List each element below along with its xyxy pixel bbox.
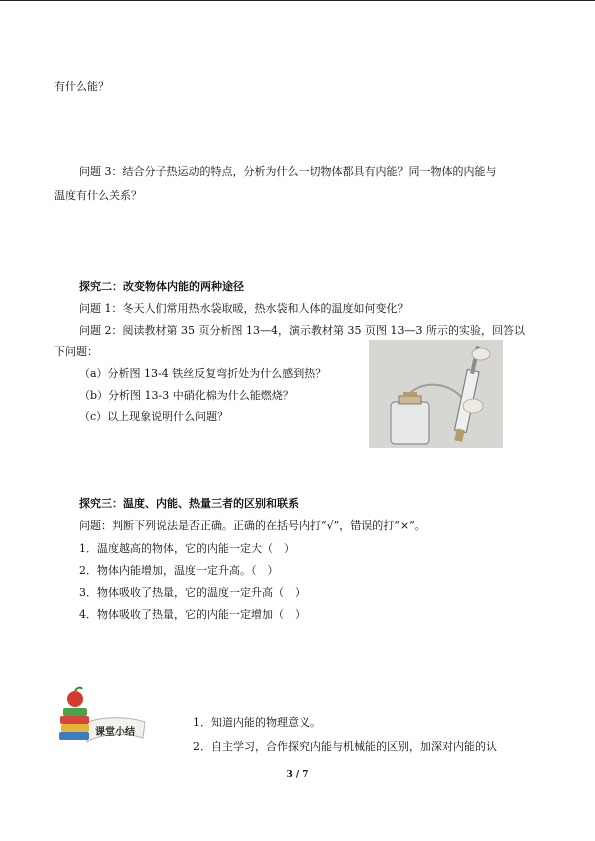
section-2-item-b: （b）分析图 13-3 中硝化棉为什么能燃烧？ — [79, 389, 294, 402]
summary-item-1: 1．知道内能的物理意义。 — [193, 716, 321, 729]
experiment-photo — [369, 340, 503, 448]
section-3-question: 问题：判断下列说法是否正确。正确的在括号内打“√”，错误的打“×”。 — [79, 519, 426, 532]
top-rule — [0, 0, 595, 1]
section-2-question-2-line-1: 问题 2：阅读教材第 35 页分析图 13—4，演示教材第 35 页图 13—3 所示的实验，回答以 — [79, 324, 525, 337]
section-2-item-a: （a）分析图 13-4 铁丝反复弯折处为什么感到热？ — [79, 367, 327, 380]
section-2-item-c: （c）以上现象说明什么问题？ — [79, 410, 229, 423]
section-2-title: 探究二：改变物体内能的两种途径 — [79, 280, 244, 293]
section-3-item-4: 4．物体吸收了热量，它的内能一定增加（ ） — [79, 608, 306, 621]
section-2-question-2-line-2: 下问题： — [54, 345, 98, 358]
text-line: 有什么能？ — [54, 80, 109, 93]
section-3-item-3: 3．物体吸收了热量，它的温度一定升高（ ） — [79, 586, 306, 599]
page-number: 3 / 7 — [286, 770, 309, 780]
section-2-question-1: 问题 1：冬天人们常用热水袋取暖，热水袋和人体的温度如何变化？ — [79, 302, 409, 315]
question-3-line-2: 温度有什么关系？ — [54, 189, 142, 202]
summary-label: 课堂小结 — [95, 727, 135, 738]
section-3-item-1: 1．温度越高的物体，它的内能一定大（ ） — [79, 542, 295, 555]
question-3-line-1: 问题 3：结合分子热运动的特点，分析为什么一切物体都具有内能？同一物体的内能与 — [79, 165, 497, 178]
section-3-title: 探究三：温度、内能、热量三者的区别和联系 — [79, 497, 299, 510]
section-3-item-2: 2．物体内能增加，温度一定升高。（ ） — [79, 564, 279, 577]
summary-item-2: 2．自主学习，合作探究内能与机械能的区别，加深对内能的认 — [193, 740, 497, 753]
